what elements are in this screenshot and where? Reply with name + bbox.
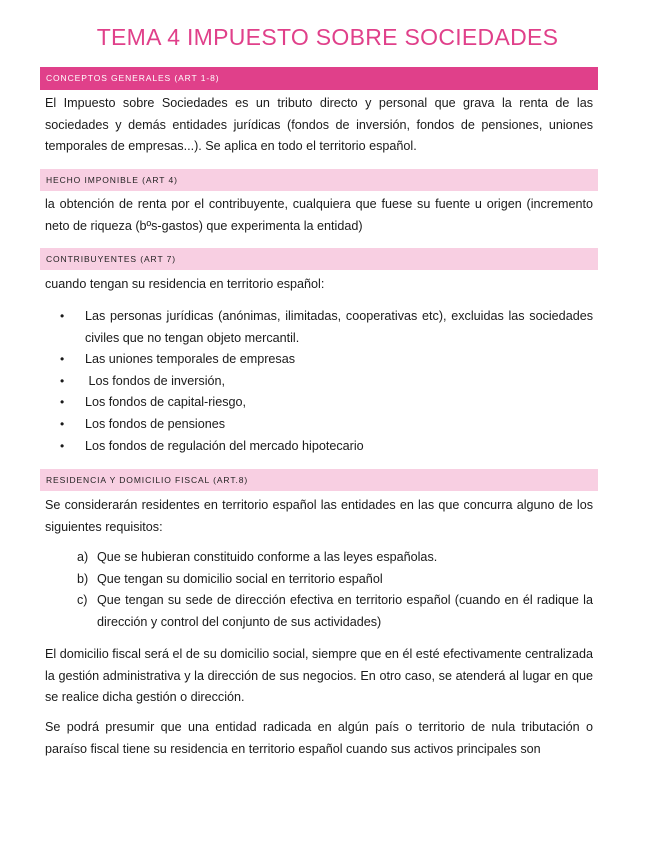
list-marker: a) xyxy=(77,550,89,564)
list-item: c) Que tengan su sede de dirección efectiva en territorio español (cuando en él radique la dirección y control del conjunto de sus actividades) xyxy=(45,590,593,633)
list-item: • Las personas jurídicas (anónimas, ilimitadas, cooperativas etc), excluidas las sociedades civiles que no tengan objeto mercantil. xyxy=(45,306,593,349)
paragraph-presuncion-residencia: Se podrá presumir que una entidad radicada en algún país o territorio de nula tributación o paraíso fiscal tiene su residencia en territorio español cuando sus activos principales son xyxy=(45,720,593,756)
list-marker: b) xyxy=(77,571,89,586)
bullet-icon: • xyxy=(60,395,65,410)
paragraph-domicilio-fiscal: El domicilio fiscal será el de su domicilio social, siempre que en él esté efectivamente centralizada la gestión administrativa y la dirección de sus negocios. En otro caso, se atenderá al lugar en que se realice dicha gestión o dirección. xyxy=(45,647,593,704)
list-item: • Los fondos de regulación del mercado hipotecario xyxy=(45,436,593,458)
list-item: • Los fondos de capital-riesgo, xyxy=(45,392,593,414)
paragraph-residencia-intro: Se considerarán residentes en territorio español las entidades en las que concurra alguno de los siguientes requisitos: xyxy=(45,498,593,534)
list-item: • Los fondos de inversión, xyxy=(45,371,593,393)
bullet-icon: • xyxy=(60,416,65,431)
list-item: • Las uniones temporales de empresas xyxy=(45,349,593,371)
list-marker: c) xyxy=(77,593,88,607)
section-heading-residencia: RESIDENCIA Y DOMICILIO FISCAL (ART.8) xyxy=(40,469,598,491)
bullet-icon: • xyxy=(60,438,65,453)
bullet-icon: • xyxy=(60,373,65,388)
paragraph-contribuyentes-intro: cuando tengan su residencia en territorio español: xyxy=(45,277,325,291)
list-item: • Los fondos de pensiones xyxy=(45,414,593,436)
contribuyentes-list xyxy=(45,306,593,457)
section-heading-conceptos: CONCEPTOS GENERALES (ART 1-8) xyxy=(40,67,598,90)
list-item: b) Que tengan su domicilio social en territorio español xyxy=(45,569,593,591)
bullet-icon: • xyxy=(60,352,65,367)
bullet-icon: • xyxy=(60,309,65,323)
section-heading-hecho-imponible: HECHO IMPONIBLE (ART 4) xyxy=(40,169,598,191)
requisitos-list xyxy=(45,547,593,633)
list-item: a) Que se hubieran constituido conforme a las leyes españolas. xyxy=(45,547,593,569)
section-heading-contribuyentes: CONTRIBUYENTES (ART 7) xyxy=(40,248,598,270)
page-title: TEMA 4 IMPUESTO SOBRE SOCIEDADES xyxy=(96,24,559,50)
paragraph-hecho-imponible: la obtención de renta por el contribuyente, cualquiera que fuese su fuente u origen (incremento neto de riqueza (bºs-gastos) que experimenta la entidad) xyxy=(45,197,593,233)
paragraph-intro: El Impuesto sobre Sociedades es un tributo directo y personal que grava la renta de las sociedades y demás entidades jurídicas (fondos de inversión, fondos de pensiones, uniones temporales de empresas...). Se aplica en todo el territorio español. xyxy=(45,96,593,153)
